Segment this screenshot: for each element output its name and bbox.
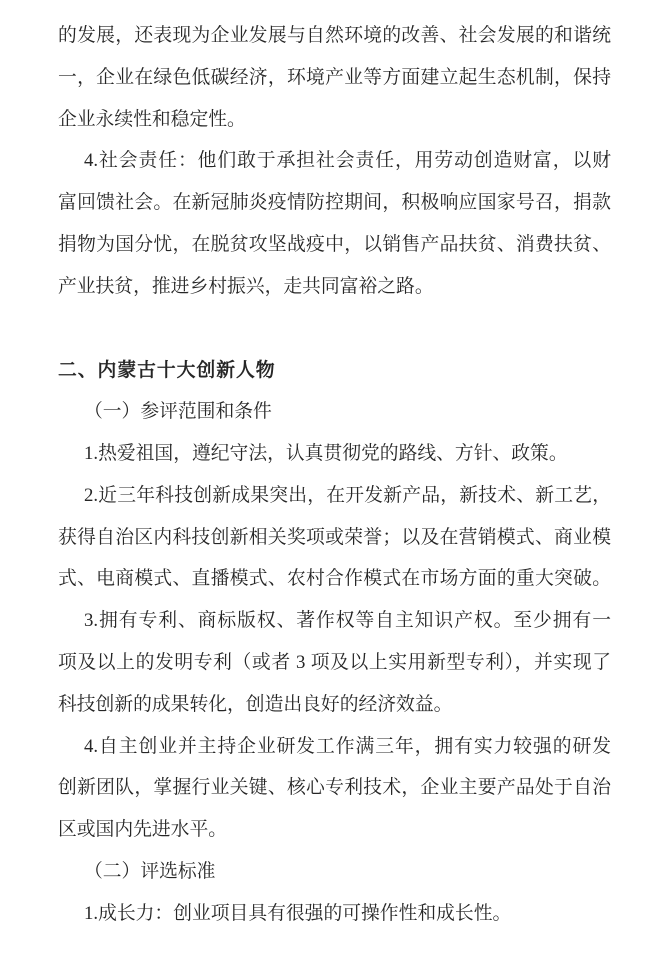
text-line: 2.近三年科技创新成果突出，在开发新产品，新技术、新工艺， xyxy=(84,484,611,506)
text-line: 式、电商模式、直播模式、农村合作模式在市场方面的重大突破。 xyxy=(58,568,611,590)
blank-line xyxy=(58,308,611,350)
body-paragraph xyxy=(58,15,611,140)
text-line: 富回馈社会。在新冠肺炎疫情防控期间，积极响应国家号召，捐款 xyxy=(58,192,611,214)
text-line: 创新团队，掌握行业关键、核心专利技术，企业主要产品处于自治 xyxy=(58,777,611,799)
body-paragraph xyxy=(58,851,611,893)
text-line: 1.热爱祖国，遵纪守法，认真贯彻党的路线、方针、政策。 xyxy=(84,442,568,464)
text-line: 捐物为国分忧，在脱贫攻坚战疫中，以销售产品扶贫、消费扶贫、 xyxy=(58,233,611,255)
text-line: 4.社会责任：他们敢于承担社会责任，用劳动创造财富，以财 xyxy=(84,150,611,172)
body-paragraph xyxy=(58,600,611,725)
body-paragraph xyxy=(58,433,611,475)
text-line: 3.拥有专利、商标版权、著作权等自主知识产权。至少拥有一 xyxy=(84,610,611,632)
text-line: 获得自治区内科技创新相关奖项或荣誉；以及在营销模式、商业模 xyxy=(58,526,611,548)
document-body xyxy=(58,15,611,935)
body-paragraph xyxy=(58,893,611,935)
text-line: （二）评选标准 xyxy=(84,860,216,882)
section-heading xyxy=(58,349,611,391)
text-line: 项及以上的发明专利（或者 3 项及以上实用新型专利），并实现了 xyxy=(58,651,611,673)
text-line: 1.成长力：创业项目具有很强的可操作性和成长性。 xyxy=(84,902,512,924)
text-line: 科技创新的成果转化，创造出良好的经济效益。 xyxy=(58,693,453,715)
text-line: 一，企业在绿色低碳经济，环境产业等方面建立起生态机制，保持 xyxy=(58,66,611,88)
text-line: （一）参评范围和条件 xyxy=(84,401,272,423)
body-paragraph xyxy=(58,391,611,433)
text-line: 4.自主创业并主持企业研发工作满三年，拥有实力较强的研发 xyxy=(84,735,611,757)
body-paragraph xyxy=(58,726,611,851)
text-line: 的发展，还表现为企业发展与自然环境的改善、社会发展的和谐统 xyxy=(58,25,611,46)
text-line: 企业永续性和稳定性。 xyxy=(58,108,246,130)
text-line: 二、内蒙古十大创新人物 xyxy=(58,359,276,381)
text-line: 区或国内先进水平。 xyxy=(58,819,228,841)
body-paragraph xyxy=(58,475,611,600)
body-paragraph xyxy=(58,140,611,307)
text-line xyxy=(58,308,611,350)
text-line: 产业扶贫，推进乡村振兴，走共同富裕之路。 xyxy=(58,275,434,297)
